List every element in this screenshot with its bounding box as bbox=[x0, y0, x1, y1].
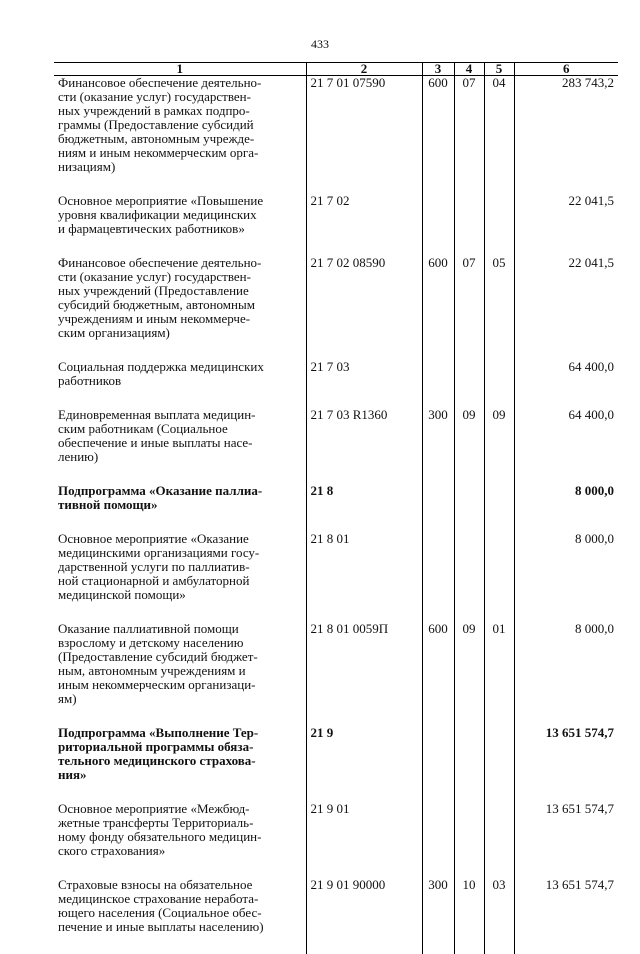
row-col-4: 09 bbox=[454, 622, 484, 706]
spacer-cell bbox=[54, 340, 306, 360]
row-col-5: 09 bbox=[484, 408, 514, 464]
spacer-cell bbox=[306, 602, 422, 622]
spacer-cell bbox=[54, 858, 306, 878]
spacer-cell bbox=[484, 464, 514, 484]
row-name: Основное мероприятие «Оказание медицинскими организациями госу- дарственной услуги по паллиатив- ной стационарной и амбулаторной медицинской помощи» bbox=[54, 532, 306, 602]
spacer-cell bbox=[54, 174, 306, 194]
row-col-3: 600 bbox=[422, 256, 454, 340]
spacer-cell bbox=[422, 602, 454, 622]
table-body bbox=[54, 76, 618, 954]
spacer-cell bbox=[54, 934, 306, 954]
header-col-5: 5 bbox=[484, 63, 514, 76]
table-row bbox=[54, 360, 618, 388]
row-name: Финансовое обеспечение деятельно- сти (оказание услуг) государствен- ных учреждений (Предоставление субсидий бюджетным, автономным учреждениям и иным некоммерче- ским организациям) bbox=[54, 256, 306, 340]
spacer-cell bbox=[422, 340, 454, 360]
row-col-4 bbox=[454, 484, 484, 512]
spacer-cell bbox=[484, 602, 514, 622]
spacer-cell bbox=[54, 512, 306, 532]
row-code: 21 9 bbox=[306, 726, 422, 782]
spacer-cell bbox=[454, 602, 484, 622]
row-amount: 22 041,5 bbox=[514, 194, 618, 236]
row-code: 21 7 02 08590 bbox=[306, 256, 422, 340]
header-col-4: 4 bbox=[454, 63, 484, 76]
table-row bbox=[54, 622, 618, 706]
table-row bbox=[54, 256, 618, 340]
row-code: 21 7 02 bbox=[306, 194, 422, 236]
spacer-cell bbox=[484, 706, 514, 726]
row-name: Финансовое обеспечение деятельно- сти (оказание услуг) государствен- ных учреждений в рамках подпро- граммы (Предоставление субсидий бюджетным, автономным учрежде- ниям и иным некоммерческим орга- низациям) bbox=[54, 76, 306, 175]
row-code: 21 7 01 07590 bbox=[306, 76, 422, 175]
spacer-cell bbox=[306, 782, 422, 802]
spacer-cell bbox=[514, 858, 618, 878]
spacer-cell bbox=[514, 602, 618, 622]
row-code: 21 8 bbox=[306, 484, 422, 512]
table-row bbox=[54, 878, 618, 934]
spacer-cell bbox=[422, 782, 454, 802]
budget-table bbox=[54, 62, 618, 954]
row-code: 21 8 01 0059П bbox=[306, 622, 422, 706]
spacer-cell bbox=[514, 174, 618, 194]
row-code: 21 9 01 90000 bbox=[306, 878, 422, 934]
spacer-cell bbox=[484, 388, 514, 408]
spacer-cell bbox=[514, 934, 618, 954]
spacer-cell bbox=[306, 340, 422, 360]
spacer-cell bbox=[306, 236, 422, 256]
header-col-2: 2 bbox=[306, 63, 422, 76]
row-col-5 bbox=[484, 532, 514, 602]
row-name: Подпрограмма «Выполнение Тер- риториальной программы обяза- тельного медицинского страхова- ния» bbox=[54, 726, 306, 782]
row-amount: 13 651 574,7 bbox=[514, 878, 618, 934]
row-spacer bbox=[54, 782, 618, 802]
row-name: Основное мероприятие «Межбюд- жетные трансферты Территориаль- ному фонду обязательного медицин- ского страхования» bbox=[54, 802, 306, 858]
row-name: Основное мероприятие «Повышение уровня квалификации медицинских и фармацевтических работников» bbox=[54, 194, 306, 236]
row-col-3: 600 bbox=[422, 622, 454, 706]
row-name: Единовременная выплата медицин- ским работникам (Социальное обеспечение и иные выплаты насе- лению) bbox=[54, 408, 306, 464]
spacer-cell bbox=[422, 934, 454, 954]
header-col-6: 6 bbox=[514, 63, 618, 76]
row-col-5 bbox=[484, 484, 514, 512]
row-spacer bbox=[54, 512, 618, 532]
header-row bbox=[54, 63, 618, 76]
spacer-cell bbox=[454, 388, 484, 408]
row-amount: 8 000,0 bbox=[514, 532, 618, 602]
row-name: Подпрограмма «Оказание паллиа- тивной помощи» bbox=[54, 484, 306, 512]
spacer-cell bbox=[454, 782, 484, 802]
row-col-5 bbox=[484, 802, 514, 858]
spacer-cell bbox=[454, 512, 484, 532]
row-col-3 bbox=[422, 194, 454, 236]
spacer-cell bbox=[54, 706, 306, 726]
row-amount: 283 743,2 bbox=[514, 76, 618, 175]
spacer-cell bbox=[484, 340, 514, 360]
row-col-3: 300 bbox=[422, 878, 454, 934]
row-col-4 bbox=[454, 194, 484, 236]
spacer-cell bbox=[514, 464, 618, 484]
spacer-cell bbox=[484, 934, 514, 954]
row-amount: 22 041,5 bbox=[514, 256, 618, 340]
row-spacer bbox=[54, 236, 618, 256]
row-col-3 bbox=[422, 726, 454, 782]
spacer-cell bbox=[514, 512, 618, 532]
spacer-cell bbox=[422, 174, 454, 194]
row-col-4: 09 bbox=[454, 408, 484, 464]
row-code: 21 7 03 R1360 bbox=[306, 408, 422, 464]
row-col-4 bbox=[454, 802, 484, 858]
row-col-3 bbox=[422, 532, 454, 602]
spacer-cell bbox=[514, 706, 618, 726]
header-col-1: 1 bbox=[54, 63, 306, 76]
spacer-cell bbox=[54, 236, 306, 256]
row-col-4 bbox=[454, 726, 484, 782]
spacer-cell bbox=[454, 858, 484, 878]
row-col-5 bbox=[484, 726, 514, 782]
row-amount: 13 651 574,7 bbox=[514, 802, 618, 858]
row-code: 21 9 01 bbox=[306, 802, 422, 858]
row-col-5 bbox=[484, 194, 514, 236]
spacer-cell bbox=[422, 388, 454, 408]
spacer-cell bbox=[454, 174, 484, 194]
row-name: Социальная поддержка медицинских работников bbox=[54, 360, 306, 388]
spacer-cell bbox=[484, 782, 514, 802]
row-col-5 bbox=[484, 360, 514, 388]
spacer-cell bbox=[454, 934, 484, 954]
header-col-3: 3 bbox=[422, 63, 454, 76]
row-col-5: 05 bbox=[484, 256, 514, 340]
spacer-cell bbox=[454, 340, 484, 360]
row-col-3 bbox=[422, 484, 454, 512]
spacer-cell bbox=[306, 512, 422, 532]
row-col-3 bbox=[422, 360, 454, 388]
row-spacer bbox=[54, 464, 618, 484]
spacer-cell bbox=[306, 858, 422, 878]
spacer-cell bbox=[422, 512, 454, 532]
row-amount: 8 000,0 bbox=[514, 484, 618, 512]
spacer-cell bbox=[54, 602, 306, 622]
spacer-cell bbox=[306, 934, 422, 954]
row-name: Оказание паллиативной помощи взрослому и детскому населению (Предоставление субсидий бюджет- ным, автономным учреждениям и иным некоммерческим организаци- ям) bbox=[54, 622, 306, 706]
row-spacer bbox=[54, 858, 618, 878]
row-name: Страховые взносы на обязательное медицинское страхование неработа- ющего населения (Социальное обес- печение и иные выплаты населению) bbox=[54, 878, 306, 934]
row-spacer bbox=[54, 174, 618, 194]
spacer-cell bbox=[514, 236, 618, 256]
row-col-4: 07 bbox=[454, 76, 484, 175]
spacer-cell bbox=[454, 706, 484, 726]
spacer-cell bbox=[514, 388, 618, 408]
row-col-4 bbox=[454, 532, 484, 602]
spacer-cell bbox=[422, 236, 454, 256]
row-col-4: 10 bbox=[454, 878, 484, 934]
row-spacer bbox=[54, 934, 618, 954]
spacer-cell bbox=[454, 464, 484, 484]
spacer-cell bbox=[484, 512, 514, 532]
row-code: 21 7 03 bbox=[306, 360, 422, 388]
row-amount: 8 000,0 bbox=[514, 622, 618, 706]
spacer-cell bbox=[306, 464, 422, 484]
table-row bbox=[54, 194, 618, 236]
row-amount: 64 400,0 bbox=[514, 408, 618, 464]
row-spacer bbox=[54, 602, 618, 622]
row-col-5: 01 bbox=[484, 622, 514, 706]
row-amount: 64 400,0 bbox=[514, 360, 618, 388]
row-col-3: 300 bbox=[422, 408, 454, 464]
row-spacer bbox=[54, 340, 618, 360]
row-col-4 bbox=[454, 360, 484, 388]
spacer-cell bbox=[54, 388, 306, 408]
table-row bbox=[54, 726, 618, 782]
spacer-cell bbox=[306, 706, 422, 726]
spacer-cell bbox=[484, 858, 514, 878]
spacer-cell bbox=[514, 340, 618, 360]
row-col-5: 03 bbox=[484, 878, 514, 934]
spacer-cell bbox=[54, 464, 306, 484]
spacer-cell bbox=[422, 464, 454, 484]
page-number: 433 bbox=[0, 37, 640, 52]
spacer-cell bbox=[306, 174, 422, 194]
table-row bbox=[54, 802, 618, 858]
row-col-3 bbox=[422, 802, 454, 858]
table-row bbox=[54, 76, 618, 175]
spacer-cell bbox=[484, 174, 514, 194]
table-row bbox=[54, 484, 618, 512]
row-spacer bbox=[54, 388, 618, 408]
row-spacer bbox=[54, 706, 618, 726]
spacer-cell bbox=[484, 236, 514, 256]
spacer-cell bbox=[514, 782, 618, 802]
spacer-cell bbox=[422, 858, 454, 878]
table-row bbox=[54, 408, 618, 464]
row-code: 21 8 01 bbox=[306, 532, 422, 602]
spacer-cell bbox=[306, 388, 422, 408]
row-col-3: 600 bbox=[422, 76, 454, 175]
row-amount: 13 651 574,7 bbox=[514, 726, 618, 782]
spacer-cell bbox=[54, 782, 306, 802]
spacer-cell bbox=[422, 706, 454, 726]
row-col-4: 07 bbox=[454, 256, 484, 340]
spacer-cell bbox=[454, 236, 484, 256]
table-row bbox=[54, 532, 618, 602]
row-col-5: 04 bbox=[484, 76, 514, 175]
